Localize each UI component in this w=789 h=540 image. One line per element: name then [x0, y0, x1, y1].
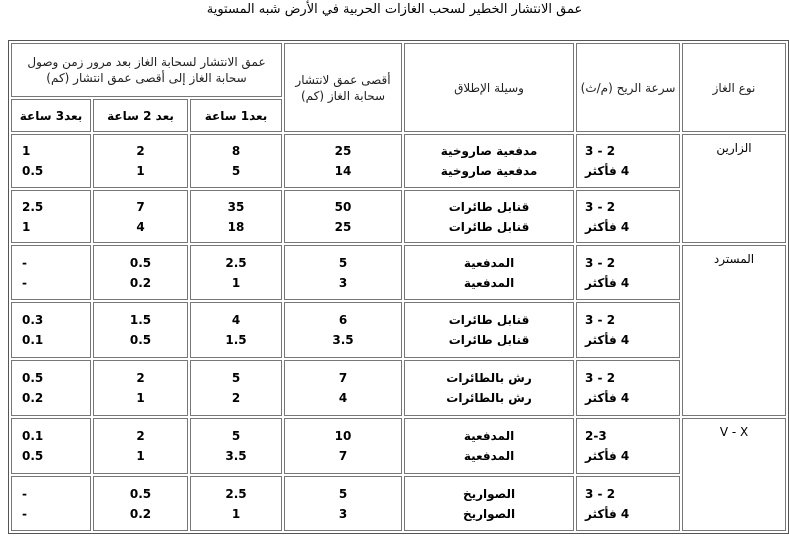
wind-speed-cell-value: 4 فأكثر	[585, 219, 630, 234]
after-3h-cell-value: -	[22, 486, 27, 501]
max-depth-cell	[284, 245, 402, 300]
after-3h-cell-value: -	[22, 275, 27, 290]
after-2h-cell	[93, 190, 188, 243]
wind-speed-cell-value: 2-3	[585, 429, 607, 443]
after-2h-cell-value: 0.2	[129, 275, 152, 290]
max-depth-cell-value: 10	[334, 429, 352, 443]
table-row	[11, 302, 786, 358]
max-depth-cell	[284, 360, 402, 416]
max-depth-cell-value: 50	[334, 199, 352, 214]
after-2h-cell-value: 1	[136, 164, 145, 178]
after-2h-cell	[93, 418, 188, 474]
after-1h-cell	[190, 418, 282, 474]
max-depth-cell	[284, 476, 402, 531]
after-1h-cell-value: 5	[231, 429, 241, 443]
after-2h-cell-value: 7	[136, 199, 145, 214]
delivery-means-cell-value: رش بالطائرات	[446, 371, 532, 385]
after-2h-cell	[93, 360, 188, 416]
after-3h-cell-value: 0.3	[22, 313, 44, 327]
after-3h-cell-value: -	[22, 255, 27, 270]
after-2h-cell-value: 2	[136, 144, 145, 158]
after-1h-cell-value: 1	[231, 275, 241, 290]
table-row	[11, 418, 786, 474]
wind-speed-cell-value: 2 - 3	[585, 371, 616, 385]
header-after-3h: بعد3 ساعة	[11, 99, 91, 132]
max-depth-cell-value: 6	[338, 313, 348, 327]
after-3h-cell	[11, 360, 91, 416]
delivery-means-cell	[404, 302, 574, 358]
after-1h-cell-value: 5	[231, 371, 241, 385]
delivery-means-cell-value: المدفعية	[463, 429, 515, 443]
after-1h-cell	[190, 360, 282, 416]
after-1h-cell-value: 3.5	[225, 449, 247, 463]
after-3h-cell-value: -	[22, 506, 27, 521]
max-depth-cell	[284, 134, 402, 188]
after-2h-cell	[93, 245, 188, 300]
after-3h-cell	[11, 245, 91, 300]
after-2h-cell	[93, 302, 188, 358]
page-title: عمق الانتشار الخطير لسحب الغازات الحربية في الأرض شبه المستوية	[206, 2, 583, 17]
after-2h-cell-value: 1.5	[129, 313, 152, 327]
after-3h-cell-value: 0.5	[22, 449, 44, 463]
after-1h-cell-value: 2.5	[225, 255, 247, 270]
after-3h-cell-value: 0.5	[22, 371, 44, 385]
gas-type-cell: الزارين	[682, 134, 786, 243]
after-1h-cell	[190, 190, 282, 243]
delivery-means-cell	[404, 245, 574, 300]
delivery-means-cell	[404, 190, 574, 243]
gas-type-cell: المسترد	[682, 245, 786, 416]
after-2h-cell-value: 2	[136, 429, 145, 443]
after-2h-cell-value: 1	[136, 449, 145, 463]
delivery-means-cell-value: قنابل طائرات	[448, 333, 530, 347]
header-max-depth: أقصى عمق لانتشار سحابة الغاز (كم)	[284, 43, 402, 132]
after-3h-cell-value: 1	[22, 219, 31, 234]
header-spread-depth: عمق الانتشار لسحابة الغاز بعد مرور زمن وصول سحابة الغاز إلى أقصى عمق انتشار (كم)	[11, 43, 282, 97]
delivery-means-cell-value: المدفعية	[463, 275, 515, 290]
wind-speed-cell	[576, 360, 680, 416]
header-gas-type: نوع الغاز	[682, 43, 786, 132]
table-row	[11, 190, 786, 243]
delivery-means-cell	[404, 476, 574, 531]
after-3h-cell-value: 1	[22, 144, 31, 158]
after-3h-cell-value: 0.1	[22, 429, 44, 443]
after-3h-cell	[11, 302, 91, 358]
after-1h-cell	[190, 302, 282, 358]
delivery-means-cell-value: مدفعية صاروخية	[440, 144, 538, 158]
wind-speed-cell	[576, 245, 680, 300]
after-1h-cell-value: 18	[227, 219, 245, 234]
max-depth-cell	[284, 302, 402, 358]
delivery-means-cell	[404, 360, 574, 416]
after-3h-cell	[11, 134, 91, 188]
header-after-2h: بعد 2 ساعة	[93, 99, 188, 132]
after-1h-cell-value: 1	[231, 506, 241, 521]
after-2h-cell-value: 0.5	[129, 255, 152, 270]
delivery-means-cell-value: الصواريخ	[462, 506, 516, 521]
max-depth-cell	[284, 418, 402, 474]
wind-speed-cell-value: 4 فأكثر	[585, 391, 630, 405]
delivery-means-cell-value: رش بالطائرات	[446, 391, 532, 405]
table-row	[11, 134, 786, 188]
table-row	[11, 360, 786, 416]
delivery-means-cell-value: مدفعية صاروخية	[440, 164, 538, 178]
after-1h-cell-value: 2.5	[225, 486, 247, 501]
wind-speed-cell	[576, 476, 680, 531]
delivery-means-cell-value: المدفعية	[463, 449, 515, 463]
after-1h-cell	[190, 476, 282, 531]
header-delivery-means: وسيلة الإطلاق	[404, 43, 574, 132]
after-3h-cell-value: 0.2	[22, 391, 44, 405]
wind-speed-cell-value: 4 فأكثر	[585, 164, 630, 178]
max-depth-cell	[284, 190, 402, 243]
wind-speed-cell-value: 4 فأكثر	[585, 506, 630, 521]
max-depth-cell-value: 3	[338, 506, 348, 521]
gas-type-cell: V - X	[682, 418, 786, 531]
max-depth-cell-value: 7	[338, 371, 348, 385]
wind-speed-cell-value: 2 - 3	[585, 313, 616, 327]
max-depth-cell-value: 5	[338, 255, 348, 270]
after-3h-cell-value: 2.5	[22, 199, 44, 214]
wind-speed-cell	[576, 302, 680, 358]
delivery-means-cell-value: قنابل طائرات	[448, 313, 530, 327]
wind-speed-cell	[576, 190, 680, 243]
after-1h-cell	[190, 134, 282, 188]
max-depth-cell-value: 14	[334, 164, 352, 178]
max-depth-cell-value: 25	[334, 144, 352, 158]
delivery-means-cell	[404, 418, 574, 474]
after-3h-cell	[11, 418, 91, 474]
max-depth-cell-value: 25	[334, 219, 352, 234]
delivery-means-cell-value: الصواريخ	[462, 486, 516, 501]
delivery-means-cell-value: المدفعية	[463, 255, 515, 270]
wind-speed-cell-value: 2 - 3	[585, 144, 616, 158]
wind-speed-cell-value: 4 فأكثر	[585, 275, 630, 290]
after-3h-cell-value: 0.1	[22, 333, 44, 347]
wind-speed-cell-value: 4 فأكثر	[585, 449, 630, 463]
header-wind-speed: سرعة الريح (م/ث)	[576, 43, 680, 132]
max-depth-cell-value: 4	[338, 391, 348, 405]
after-2h-cell-value: 0.5	[129, 333, 152, 347]
after-1h-cell-value: 4	[231, 313, 241, 327]
wind-speed-cell-value: 2 - 3	[585, 486, 616, 501]
max-depth-cell-value: 3	[338, 275, 348, 290]
after-2h-cell-value: 2	[136, 371, 145, 385]
after-1h-cell-value: 35	[227, 199, 245, 214]
after-1h-cell-value: 1.5	[225, 333, 247, 347]
after-1h-cell-value: 5	[231, 164, 241, 178]
delivery-means-cell-value: قنابل طائرات	[448, 219, 530, 234]
max-depth-cell-value: 7	[338, 449, 348, 463]
after-2h-cell	[93, 134, 188, 188]
wind-speed-cell-value: 2 - 3	[585, 199, 616, 214]
after-1h-cell-value: 8	[231, 144, 241, 158]
max-depth-cell-value: 5	[338, 486, 348, 501]
max-depth-cell-value: 3.5	[332, 333, 354, 347]
after-2h-cell-value: 0.5	[129, 486, 152, 501]
wind-speed-cell	[576, 418, 680, 474]
table-row	[11, 476, 786, 531]
delivery-means-cell	[404, 134, 574, 188]
wind-speed-cell	[576, 134, 680, 188]
after-3h-cell-value: 0.5	[22, 164, 44, 178]
gas-spread-table	[8, 40, 789, 534]
delivery-means-cell-value: قنابل طائرات	[448, 199, 530, 214]
after-3h-cell	[11, 476, 91, 531]
header-after-1h: بعد1 ساعة	[190, 99, 282, 132]
after-2h-cell-value: 0.2	[129, 506, 152, 521]
wind-speed-cell-value: 2 - 3	[585, 255, 616, 270]
wind-speed-cell-value: 4 فأكثر	[585, 333, 630, 347]
after-2h-cell-value: 4	[136, 219, 145, 234]
after-1h-cell	[190, 245, 282, 300]
table-row	[11, 245, 786, 300]
after-1h-cell-value: 2	[231, 391, 241, 405]
after-3h-cell	[11, 190, 91, 243]
after-2h-cell	[93, 476, 188, 531]
after-2h-cell-value: 1	[136, 391, 145, 405]
